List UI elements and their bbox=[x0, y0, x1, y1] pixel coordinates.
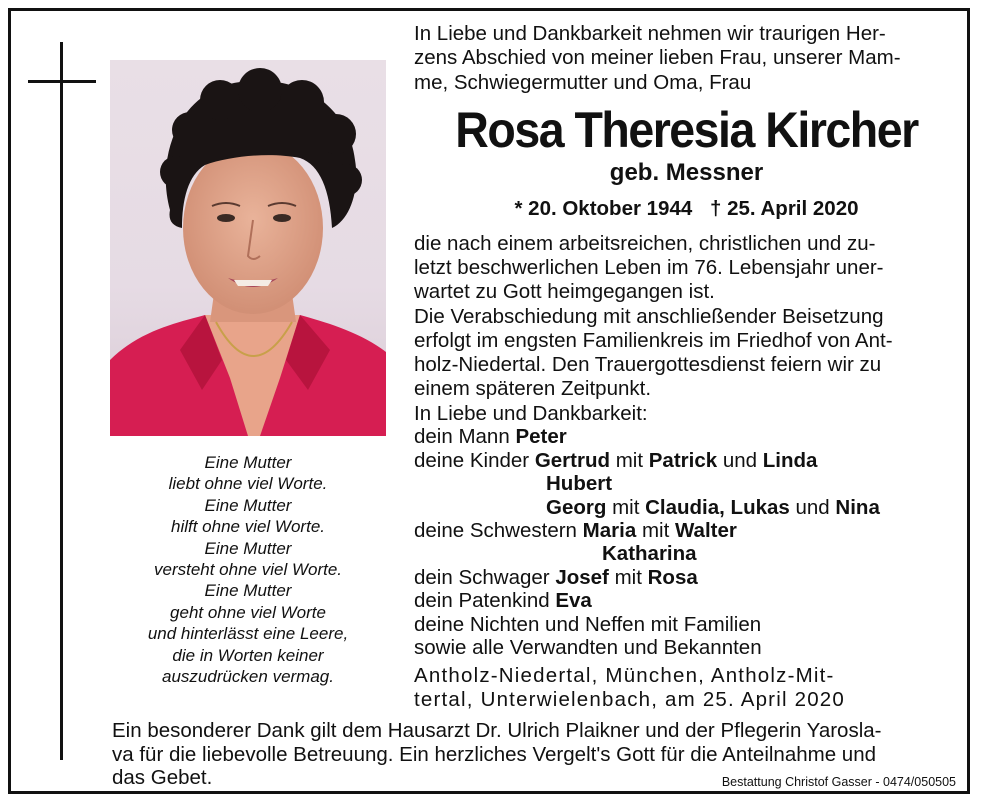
intro-text bbox=[414, 22, 959, 95]
sig-word: und bbox=[722, 448, 758, 472]
cross-horizontal-bar bbox=[28, 80, 96, 83]
place-date bbox=[414, 664, 959, 711]
sig-children bbox=[414, 449, 959, 472]
sig-relatives: sowie alle Verwandten und Bekannten bbox=[414, 636, 762, 660]
sig-name: Hubert bbox=[546, 472, 613, 496]
sig-brother-in-law bbox=[414, 566, 959, 589]
sig-name: Gertrud bbox=[534, 448, 611, 472]
sig-name: Josef bbox=[555, 565, 609, 589]
sig-name: Nina bbox=[835, 495, 880, 519]
body-line: Die Verabschiedung mit anschließender Beisetzung bbox=[414, 304, 884, 328]
portrait-illustration bbox=[110, 60, 386, 436]
poem-line: Eine Mutter bbox=[204, 495, 292, 515]
body-line: letzt beschwerlichen Leben im 76. Lebensjahr uner- bbox=[414, 256, 884, 280]
mourners-list bbox=[414, 402, 959, 659]
sig-word: mit bbox=[614, 565, 642, 589]
sig-word: und bbox=[795, 495, 830, 519]
sig-name: Linda bbox=[762, 448, 818, 472]
sig-word: mit bbox=[641, 519, 670, 543]
maiden-name: geb. Messner bbox=[609, 159, 764, 186]
poem-line: versteht ohne viel Worte. bbox=[153, 560, 343, 580]
poem-line: hilft ohne viel Worte. bbox=[170, 517, 325, 537]
sig-child2 bbox=[414, 472, 959, 495]
sig-name: Georg bbox=[546, 495, 607, 519]
sig-name: Walter bbox=[674, 519, 737, 543]
sig-opening: In Liebe und Dankbarkeit: bbox=[414, 402, 648, 425]
poem bbox=[110, 452, 386, 687]
birth-date: * 20. Oktober 1944 bbox=[514, 197, 693, 220]
poem-line: liebt ohne viel Worte. bbox=[168, 474, 328, 494]
sig-husband bbox=[414, 425, 959, 448]
sig-name: Peter bbox=[515, 425, 567, 449]
sig-word: mit bbox=[615, 448, 644, 472]
place-line: tertal, Unterwielenbach, am 25. April 2020 bbox=[414, 687, 846, 711]
thanks-line: Ein besonderer Dank gilt dem Hausarzt Dr. Ulrich Plaikner und der Pflegerin Yarosla- bbox=[112, 719, 882, 742]
poem-line: Eine Mutter bbox=[204, 581, 292, 601]
life-dates bbox=[414, 196, 959, 222]
sig-sisters bbox=[414, 519, 959, 542]
sig-label: dein Patenkind bbox=[414, 589, 550, 613]
sig-name: Rosa bbox=[647, 565, 698, 589]
portrait-photo bbox=[110, 60, 386, 436]
sig-label: deine Schwestern bbox=[414, 519, 577, 543]
undertaker-credit: Bestattung Christof Gasser - 0474/050505 bbox=[721, 775, 956, 789]
intro-line: zens Abschied von meiner lieben Frau, unserer Mam- bbox=[414, 46, 901, 70]
poem-line: die in Worten keiner bbox=[172, 645, 324, 665]
sig-godchild bbox=[414, 589, 959, 612]
poem-line: und hinterlässt eine Leere, bbox=[147, 624, 349, 644]
thanks-line: va für die liebevolle Betreuung. Ein herzliches Vergelt's Gott für die Anteilnahme und bbox=[112, 742, 877, 766]
sig-nieces: deine Nichten und Neffen mit Familien bbox=[414, 612, 762, 636]
death-date: † 25. April 2020 bbox=[709, 197, 859, 220]
thanks-line: das Gebet. bbox=[112, 766, 213, 790]
sig-name: Eva bbox=[555, 589, 592, 613]
body-line: holz-Niedertal. Den Trauergottesdienst feiern wir zu bbox=[414, 353, 882, 377]
body-line: erfolgt im engsten Familienkreis im Friedhof von Ant- bbox=[414, 328, 893, 352]
intro-line: In Liebe und Dankbarkeit nehmen wir traurigen Her- bbox=[414, 22, 886, 45]
deceased-name: Rosa Theresia Kircher bbox=[455, 102, 918, 158]
sig-name: Claudia, Lukas bbox=[645, 495, 790, 519]
body-line: die nach einem arbeitsreichen, christlichen und zu- bbox=[414, 232, 876, 255]
body-line: wartet zu Gott heimgegangen ist. bbox=[414, 280, 715, 304]
poem-line: Eine Mutter bbox=[204, 453, 292, 472]
poem-line: geht ohne viel Worte bbox=[170, 602, 326, 622]
sig-sister2 bbox=[414, 542, 959, 565]
poem-line: auszudrücken vermag. bbox=[162, 667, 334, 687]
sig-label: deine Kinder bbox=[414, 448, 530, 472]
cross-vertical-bar bbox=[60, 42, 63, 760]
place-line: Antholz-Niedertal, München, Antholz-Mit- bbox=[414, 664, 835, 687]
poem-line: Eine Mutter bbox=[204, 538, 292, 558]
sig-label: dein Mann bbox=[414, 425, 510, 449]
body-line: einem späteren Zeitpunkt. bbox=[414, 377, 652, 401]
intro-line: me, Schwiegermutter und Oma, Frau bbox=[414, 70, 752, 94]
sig-name: Patrick bbox=[648, 448, 718, 472]
sig-name: Maria bbox=[582, 519, 637, 543]
body-text bbox=[414, 232, 959, 401]
sig-label: dein Schwager bbox=[414, 565, 550, 589]
sig-word: mit bbox=[612, 495, 640, 519]
sig-child3 bbox=[414, 496, 959, 519]
sig-name: Katharina bbox=[602, 542, 697, 566]
